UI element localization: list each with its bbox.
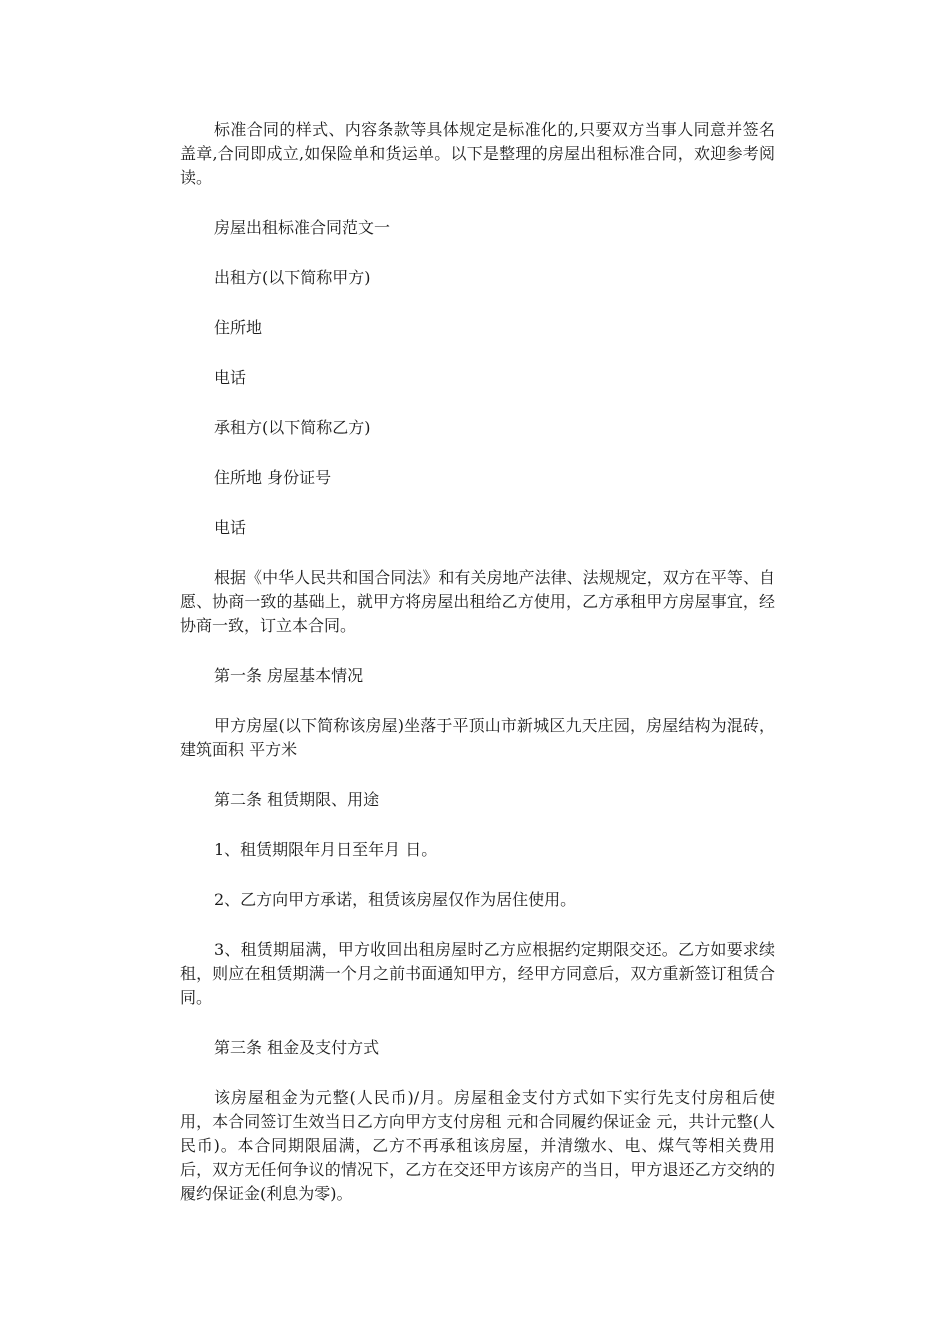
intro-paragraph: 标准合同的样式、内容条款等具体规定是标准化的,只要双方当事人同意并签名盖章,合同即成立,如保险单和货运单。以下是整理的房屋出租标准合同，欢迎参考阅读。 [180, 120, 775, 187]
preamble-paragraph: 根据《中华人民共和国合同法》和有关房地产法律、法规规定，双方在平等、自愿、协商一致的基础上，就甲方将房屋出租给乙方使用，乙方承租甲方房屋事宜，经协商一致，订立本合同。 [180, 568, 775, 635]
contract-title: 房屋出租标准合同范文一 [214, 218, 391, 237]
document-page [180, 118, 775, 1232]
lessor-phone-label: 电话 [214, 368, 247, 387]
lessee-phone-label: 电话 [214, 518, 247, 537]
article-2-clause-2: 2、乙方向甲方承诺，租赁该房屋仅作为居住使用。 [214, 890, 577, 909]
lessee-label: 承租方(以下简称乙方) [214, 418, 371, 437]
article-1-heading: 第一条 房屋基本情况 [214, 666, 364, 685]
lessee-address-id-label: 住所地 身份证号 [214, 468, 332, 487]
article-3-heading: 第三条 租金及支付方式 [214, 1038, 380, 1057]
lessor-address-label: 住所地 [214, 318, 263, 337]
article-2-heading: 第二条 租赁期限、用途 [214, 790, 380, 809]
lessor-label: 出租方(以下简称甲方) [214, 268, 371, 287]
article-2-clause-3: 3、租赁期届满，甲方收回出租房屋时乙方应根据约定期限交还。乙方如要求续租，则应在租赁期满一个月之前书面通知甲方，经甲方同意后，双方重新签订租赁合同。 [180, 940, 775, 1007]
article-1-body: 甲方房屋(以下简称该房屋)坐落于平顶山市新城区九天庄园，房屋结构为混砖，建筑面积 平方米 [180, 716, 775, 759]
article-2-clause-1: 1、租赁期限年月日至年月 日。 [214, 840, 438, 859]
article-3-body: 该房屋租金为元整(人民币)/月。房屋租金支付方式如下实行先支付房租后使用，本合同签订生效当日乙方向甲方支付房租 元和合同履约保证金 元，共计元整(人民币)。本合同期限届满，乙方不再承租该房屋，并清缴水、电、煤气等相关费用后，双方无任何争议的情况下，乙方在交还甲方该房产的当日，甲方退还乙方交纳的履约保证金(利息为零)。 [180, 1088, 775, 1203]
